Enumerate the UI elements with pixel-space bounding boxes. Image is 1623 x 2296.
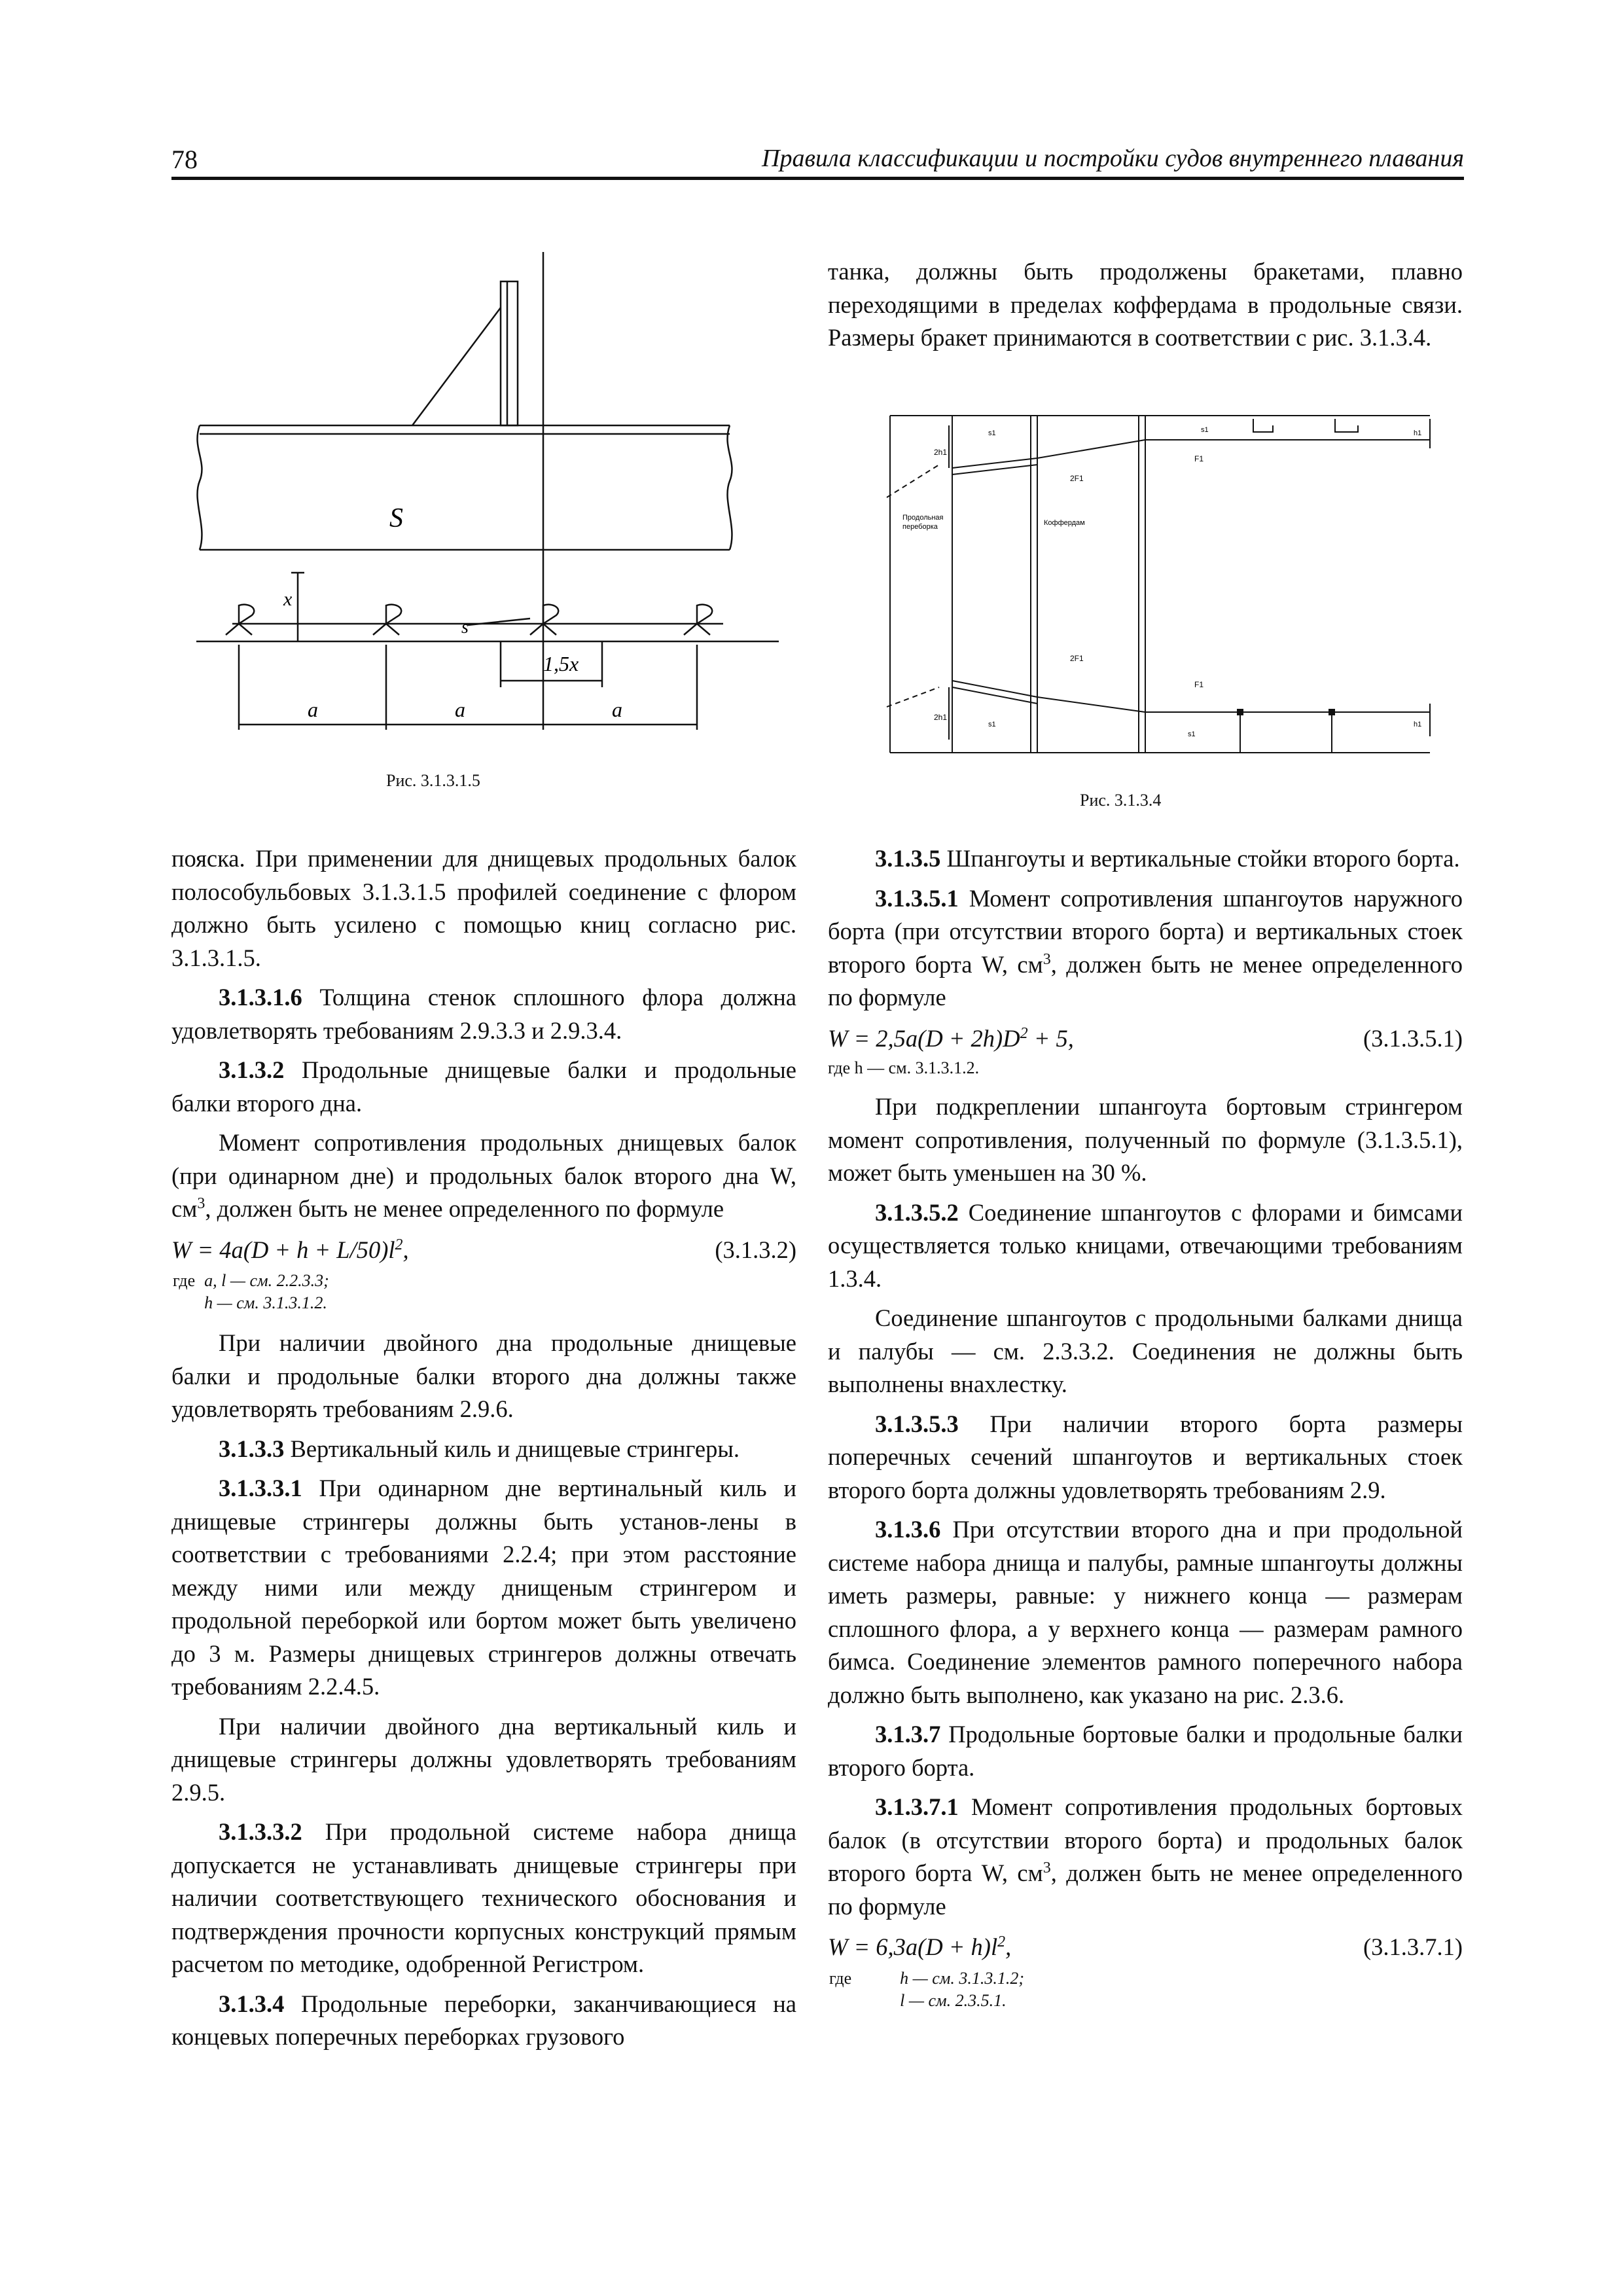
paragraph [171, 1433, 796, 1466]
fig5-label-a2: a [455, 698, 465, 721]
paragraph [171, 1472, 796, 1704]
fig4-label-F1-bottom: F1 [1194, 680, 1204, 689]
paragraph-text: Соединение шпангоутов с флорами и бимсами осуществляется только кницами, отвечающими требованиям 1.3.4. [828, 1198, 1463, 1292]
formula-text: , [1005, 1933, 1012, 1960]
formula-text: + 5, [1027, 1024, 1074, 1052]
superscript: 2 [395, 1236, 403, 1253]
right-column [828, 842, 1463, 2024]
paragraph: танка, должны быть продолжены бракетами, плавно переходящими в пределах коффердама в продольные связи. Размеры бракет принимаются в соответствии с рис. 3.1.3.4. [828, 258, 1463, 351]
paragraph [828, 1718, 1463, 1784]
section-number: 3.1.3.7.1 [875, 1793, 959, 1820]
formula-expression [828, 1931, 1011, 1964]
fig4-label-s1-a: s1 [988, 429, 996, 437]
where-label: где [829, 1968, 852, 1988]
paragraph: При наличии двойного дна продольные днищевые балки и продольные балки второго дна должны также удовлетворять требованиям 2.9.6. [171, 1329, 796, 1422]
section-number: 3.1.3.2 [219, 1056, 285, 1083]
paragraph-text: Продольные днищевые балки и продольные балки второго дна. [171, 1056, 796, 1117]
formula-number: (3.1.3.2) [715, 1236, 796, 1263]
paragraph [828, 1408, 1463, 1507]
paragraph-text: Продольные переборки, заканчивающиеся на концевых поперечных переборках грузового [171, 1990, 796, 2050]
superscript: 3 [197, 1194, 205, 1212]
fig4-label-s1-b: s1 [1201, 426, 1209, 434]
where-item: l — см. 2.3.5.1. [900, 1990, 1007, 2010]
section-number: 3.1.3.6 [875, 1516, 941, 1543]
paragraph-text: Шпангоуты и вертикальные стойки второго борта. [940, 845, 1460, 872]
paragraph: пояска. При применении для днищевых продольных балок полособульбовых 3.1.3.1.5 профилей соединение с флором должно быть усилено с помощью книц согласно рис. 3.1.3.1.5. [171, 845, 796, 971]
paragraph [171, 1988, 796, 2054]
paragraph-text: Момент сопротивления шпангоутов наружного борта (при отсутствии второго борта) и вертикальных стоек второго борта W, см [828, 884, 1463, 978]
section-number: 3.1.3.7 [875, 1721, 941, 1748]
paragraph-text: Вертикальный киль и днищевые стрингеры. [284, 1435, 740, 1462]
paragraph: При наличии двойного дна вертикальный киль и днищевые стрингеры должны удовлетворять требованиям 2.9.5. [171, 1712, 796, 1806]
page-number: 78 [171, 145, 198, 174]
fig4-label-prodolnaya: Продольная [902, 514, 944, 522]
paragraph-text: Толщина стенок сплошного флора должна удовлетворять требованиям 2.9.3.3 и 2.9.3.4. [171, 984, 796, 1044]
left-column [171, 842, 796, 2054]
paragraph [171, 981, 796, 1047]
fig4-label-2F1-top: 2F1 [1070, 474, 1084, 483]
paragraph [171, 1126, 796, 1226]
where-item: h — см. 3.1.3.1.2; [900, 1968, 1025, 1988]
fig5-label-x: x [283, 588, 293, 610]
section-number: 3.1.3.5.3 [875, 1410, 959, 1437]
paragraph [828, 882, 1463, 1014]
paragraph [828, 1196, 1463, 1296]
formula-expression [171, 1234, 409, 1267]
formula-3-1-3-2 [171, 1234, 796, 1267]
paragraph [171, 1054, 796, 1120]
fig5-label-s: s [461, 617, 469, 637]
superscript: 3 [1043, 950, 1051, 968]
paragraph [828, 1791, 1463, 1923]
section-number: 3.1.3.3.1 [219, 1475, 302, 1501]
section-number: 3.1.3.3.2 [219, 1818, 302, 1845]
formula-text: W = 2,5a(D + 2h)D [828, 1024, 1020, 1052]
formula-text: W = 6,3a(D + h)l [828, 1933, 998, 1960]
figure-caption-3-1-3-4: Рис. 3.1.3.4 [1080, 791, 1162, 810]
fig5-label-a3: a [612, 698, 622, 721]
paragraph [171, 1816, 796, 1981]
fig5-label-1-5x: 1,5x [543, 652, 579, 675]
superscript: 2 [997, 1933, 1006, 1950]
fig4-label-2h1-top: 2h1 [934, 448, 948, 457]
right-top-paragraph [828, 255, 1463, 355]
where-label: где [173, 1271, 196, 1290]
fig4-label-2F1-bottom: 2F1 [1070, 654, 1084, 663]
formula-number: (3.1.3.7.1) [1363, 1933, 1463, 1960]
fig4-label-kofferdam: Коффердам [1044, 519, 1085, 527]
paragraph-text: Продольные бортовые балки и продольные балки второго борта. [828, 1721, 1463, 1781]
formula-where [171, 1269, 338, 1315]
formula-number: (3.1.3.5.1) [1363, 1024, 1463, 1052]
formula-where: где h — см. 3.1.3.1.2. [828, 1058, 980, 1077]
paragraph [828, 842, 1463, 876]
fig4-label-pereborka: переборка [902, 523, 938, 531]
paragraph-text: При продольной системе набора днища допускается не устанавливать днищевые стрингеры при наличии соответствующего технического обоснования и подтверждения прочности корпусных конструкций прямым расчетом по методике, одобренной Регистром. [171, 1818, 796, 1977]
section-number: 3.1.3.1.6 [219, 984, 302, 1011]
paragraph [828, 1513, 1463, 1712]
paragraph: Соединение шпангоутов с продольными балками днища и палубы — см. 2.3.3.2. Соединения не должны быть выполнены внахлестку. [828, 1304, 1463, 1397]
figure-3-1-3-4 [874, 399, 1450, 766]
superscript: 2 [1020, 1024, 1028, 1042]
running-title: Правила классификации и постройки судов внутреннего плавания [762, 145, 1464, 172]
figure-caption-3-1-3-1-5: Рис. 3.1.3.1.5 [386, 771, 480, 790]
paragraph-text: Момент сопротивления продольных днищевых балок (при одинарном дне) и продольных балок второго дна W, см [171, 1129, 796, 1222]
fig4-label-h1-bottom: h1 [1414, 721, 1422, 728]
where-item: h — см. 3.1.3.1.2. [204, 1293, 327, 1312]
header-rule [171, 177, 1464, 180]
where-item: a, l — см. 2.2.3.3; [204, 1271, 329, 1290]
paragraph-text: При одинарном дне вертинальный киль и днищевые стрингеры должны быть установ-лены в соответствии с требованиями 2.2.4; при этом расстояние между ними или между днищеным стрингером и продольной переборкой или бортом может быть увеличено до 3 м. Размеры днищевых стрингеров должны отвечать требованиям 2.2.4.5. [171, 1475, 796, 1700]
paragraph-text: При наличии второго борта размеры поперечных сечений шпангоутов и вертикальных стоек второго борта должны удовлетворять требованиям 2.9. [828, 1410, 1463, 1503]
paragraph-text: Момент сопротивления продольных бортовых балок (в отсутствии второго борта) и продольных балок второго борта W, см [828, 1793, 1463, 1886]
formula-expression [828, 1022, 1074, 1056]
section-number: 3.1.3.4 [219, 1990, 285, 2017]
section-number: 3.1.3.5.1 [875, 884, 959, 912]
fig4-label-2h1-bottom: 2h1 [934, 713, 948, 722]
fig5-label-a1: a [308, 698, 318, 721]
fig5-label-S: S [389, 503, 403, 533]
superscript: 3 [1043, 1859, 1051, 1876]
formula-where [828, 1967, 1033, 2013]
section-number: 3.1.3.3 [219, 1435, 285, 1462]
section-number: 3.1.3.5 [875, 845, 941, 872]
paragraph-text: , должен быть не менее определенного по формуле [828, 1859, 1463, 1920]
formula-text: , [402, 1236, 409, 1263]
fig4-label-F1-top: F1 [1194, 454, 1204, 463]
fig4-label-h1-top: h1 [1414, 429, 1422, 437]
formula-3-1-3-7-1 [828, 1931, 1463, 1964]
section-number: 3.1.3.5.2 [875, 1198, 959, 1226]
fig4-label-s1-c: s1 [988, 721, 996, 728]
paragraph-text: При отсутствии второго дна и при продольной системе набора днища и палубы, рамные шпангоуты должны иметь размеры, равные: у нижнего конца — размерам сплошного флора, а у верхнего конца — размерам рамного бимса. Соединение элементов рамного поперечного набора должно быть выполнено, как указано на рис. 2.3.6. [828, 1516, 1463, 1708]
paragraph-text: , должен быть не менее определенного по формуле [828, 950, 1463, 1011]
formula-text: W = 4a(D + h + L/50)l [171, 1236, 395, 1263]
paragraph-text: , должен быть не менее определенного по формуле [205, 1195, 724, 1222]
fig4-label-s1-d: s1 [1188, 730, 1196, 738]
formula-3-1-3-5-1 [828, 1022, 1463, 1056]
paragraph: При подкреплении шпангоута бортовым стрингером момент сопротивления, полученный по формуле (3.1.3.5.1), может быть уменьшен на 30 %. [828, 1093, 1463, 1186]
figure-3-1-3-1-5 [187, 252, 789, 756]
